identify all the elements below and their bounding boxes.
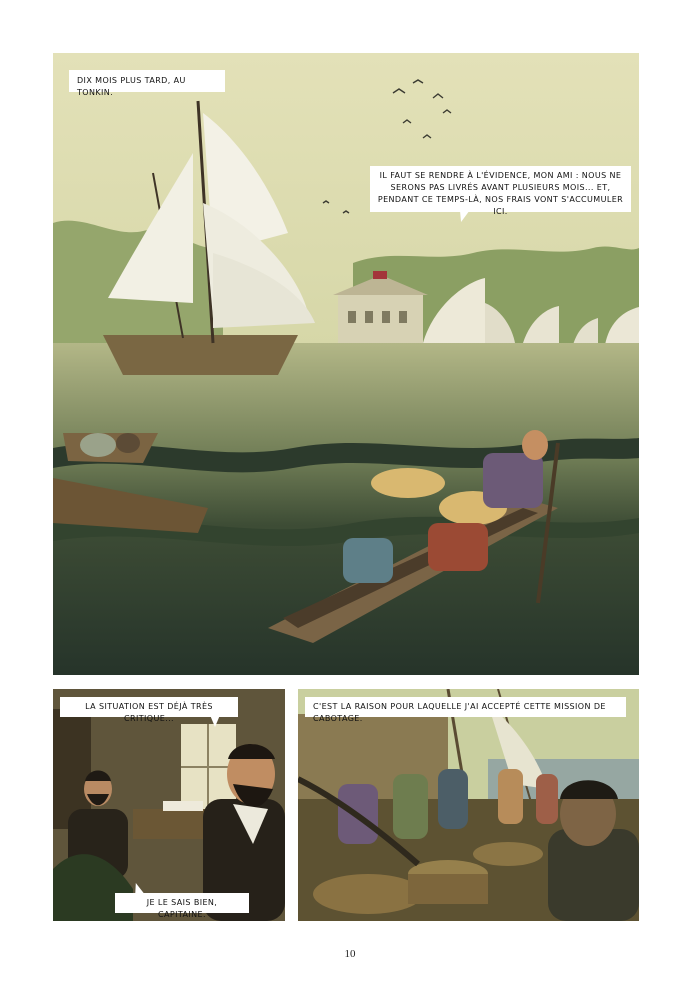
narration-caption: C'EST LA RAISON POUR LAQUELLE J'AI ACCEPTÉ CETTE MISSION DE CABOTAGE.: [305, 697, 626, 717]
harbor-panel: [53, 53, 639, 675]
speech-bubble: JE LE SAIS BIEN, CAPITAINE.: [115, 893, 249, 913]
papers: [163, 801, 203, 811]
page-number: 10: [344, 948, 356, 960]
narration-caption: DIX MOIS PLUS TARD, AU TONKIN.: [69, 70, 225, 92]
speech-bubble: LA SITUATION EST DÉJÀ TRÈS CRITIQUE...: [60, 697, 238, 717]
harbor-illustration: [53, 53, 639, 675]
speech-bubble: IL FAUT SE RENDRE À L'ÉVIDENCE, MON AMI : NOUS NE SERONS PAS LIVRÉS AVANT PLUSIEURS MOIS... ET, PENDANT CE TEMPS-LÀ, NOS FRAIS VONT S'ACCUMULER ICI.: [370, 166, 631, 212]
